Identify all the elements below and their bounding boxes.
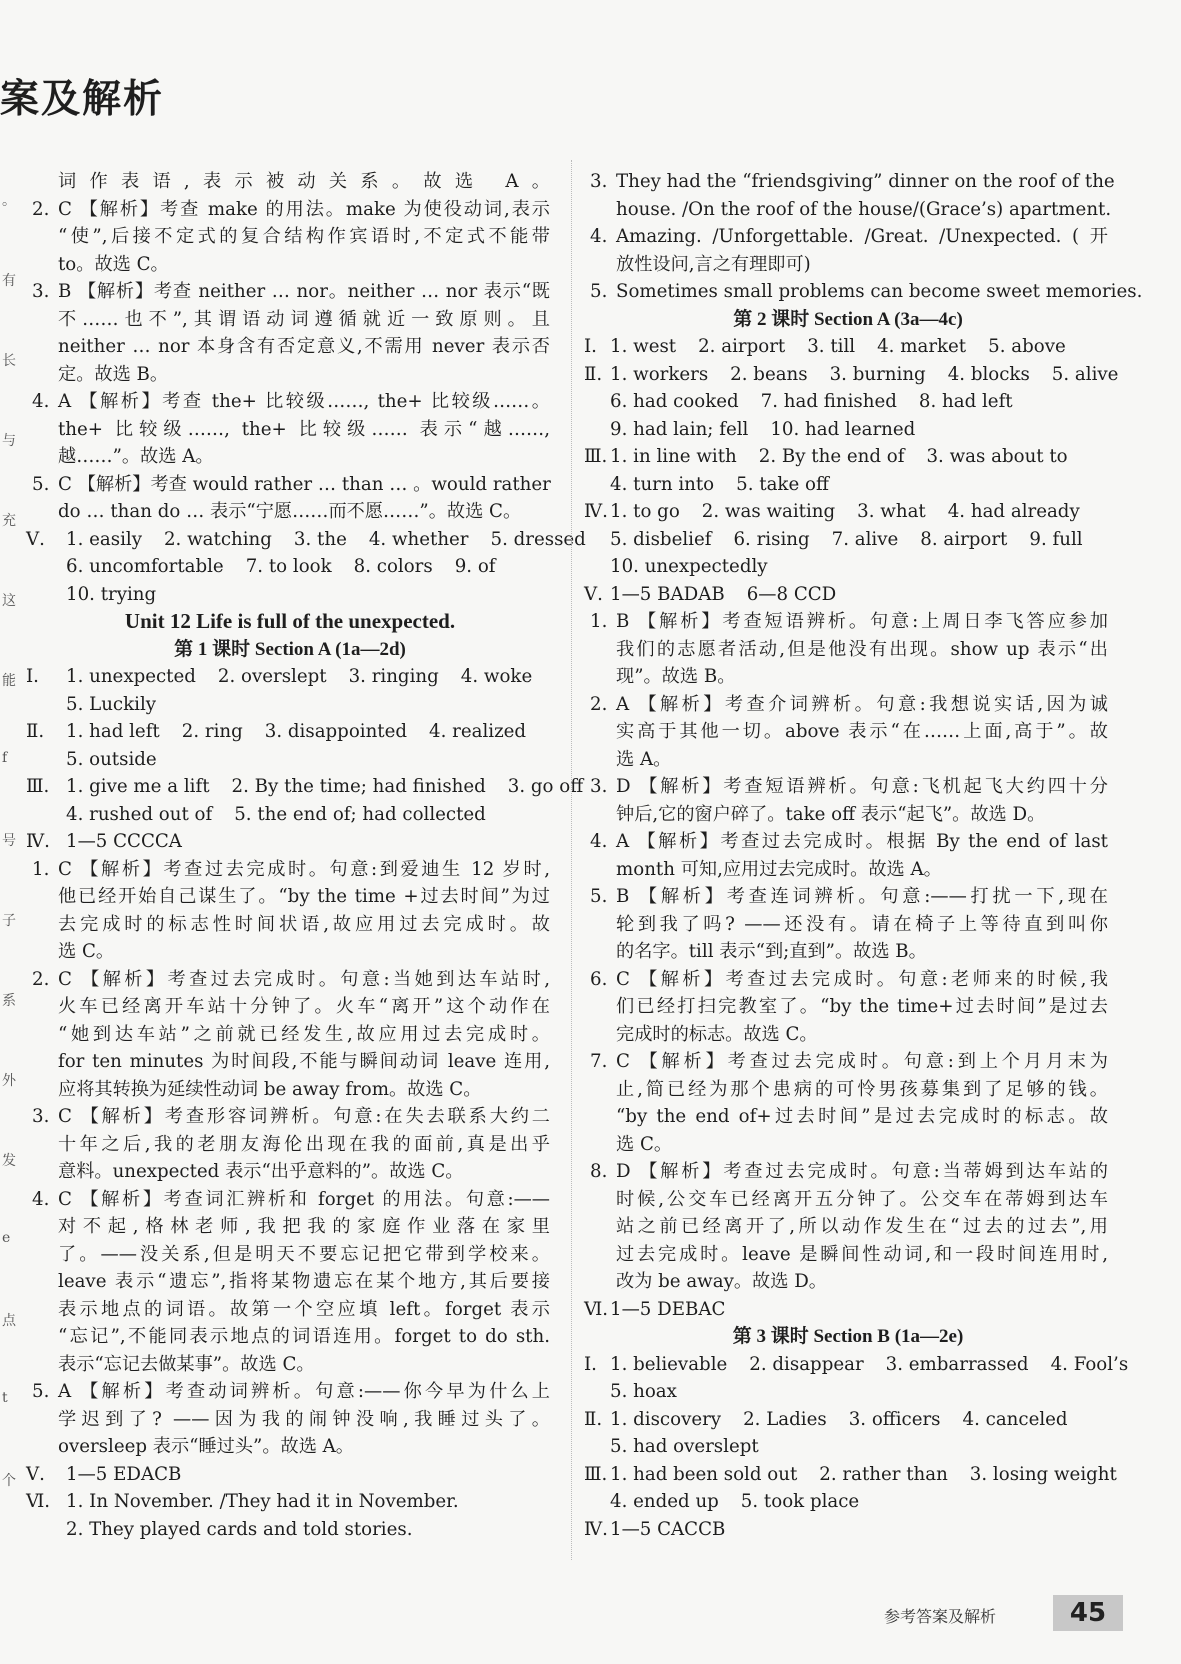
answer-entry: 4. whether bbox=[368, 528, 469, 550]
answer-list bbox=[610, 1378, 1108, 1406]
exercise-row bbox=[584, 443, 1108, 471]
margin-fragment: 系 bbox=[2, 993, 16, 1009]
answer-continuation: 词作表语,表示被动关系。故选 A。 bbox=[58, 171, 550, 192]
answer-entry: 3. was about to bbox=[926, 446, 1068, 467]
section-heading: 第 2 课时 Section A (3a—4c) bbox=[733, 308, 963, 330]
answer-entry: 3. what bbox=[857, 501, 926, 522]
item-number: 3. bbox=[590, 171, 608, 192]
answer-entry: 1. believable bbox=[610, 1353, 728, 1375]
answer-continuation: 站之前已经离开了,所以动作发生在“过去的过去”,用 bbox=[616, 1216, 1108, 1237]
answer-continuation: 现”。故选 B。 bbox=[616, 666, 736, 687]
answer-continuation: 意料。unexpected 表示“出乎意料的”。故选 C。 bbox=[58, 1161, 464, 1182]
answer-item bbox=[588, 691, 1108, 719]
item-number: 5. bbox=[32, 473, 50, 495]
item-text: C 【解析】考查 make 的用法。make 为使役动词,表示 bbox=[58, 198, 550, 220]
answer-entry: 10. unexpectedly bbox=[610, 556, 768, 577]
exercise-roman-numeral: Ⅰ. bbox=[584, 336, 597, 357]
exercise-subrow bbox=[588, 1378, 1108, 1406]
answer-entry: 3. officers bbox=[848, 1408, 941, 1430]
unit-heading: Unit 12 Life is full of the unexpected. bbox=[124, 609, 456, 633]
item-number: 4. bbox=[32, 1188, 50, 1210]
answer-item bbox=[588, 883, 1108, 911]
exercise-roman-numeral: Ⅱ. bbox=[584, 363, 603, 385]
item-number: 3. bbox=[32, 1106, 50, 1127]
answer-list bbox=[610, 526, 1108, 554]
answer-continuation: 选 C。 bbox=[58, 941, 115, 962]
answer-entry: 6. had cooked bbox=[610, 391, 739, 412]
answer-entry: 6. rising bbox=[733, 528, 810, 550]
answer-continuation: 越……”。故选 A。 bbox=[58, 446, 214, 467]
item-text: B 【解析】考查短语辨析。句意:上周日李飞答应参加 bbox=[616, 611, 1108, 632]
item-number: 6. bbox=[590, 968, 608, 990]
answer-entry: 2. overslept bbox=[217, 666, 327, 687]
answer-item bbox=[588, 828, 1108, 856]
item-text: C 【解析】考查过去完成时。句意:到爱迪生 12 岁时, bbox=[58, 858, 550, 880]
answer-entry: 3. the bbox=[293, 528, 347, 550]
left-column bbox=[26, 168, 586, 1543]
answer-continuation: 定。故选 B。 bbox=[58, 363, 169, 385]
item-number: 3. bbox=[590, 776, 608, 797]
margin-fragment: 。 bbox=[2, 193, 16, 209]
answer-list bbox=[610, 581, 1108, 609]
answer-continuation: 学迟到了? ——因为我的闹钟没响,我睡过头了。 bbox=[58, 1408, 550, 1430]
exercise-roman-numeral: Ⅳ. bbox=[584, 501, 608, 522]
item-text: Amazing. /Unforgettable. /Great. /Unexpected. ( 开 bbox=[616, 226, 1108, 247]
answer-entry: 3. losing weight bbox=[969, 1463, 1117, 1485]
answer-item bbox=[30, 1186, 550, 1214]
section-heading: 第 1 课时 Section A (1a—2d) bbox=[174, 638, 406, 660]
answer-item bbox=[30, 471, 550, 499]
item-text: C 【解析】考查过去完成时。句意:老师来的时候,我 bbox=[616, 968, 1108, 990]
answer-list bbox=[66, 691, 550, 719]
answer-continuation: 火车已经离开车站十分钟了。火车“离开”这个动作在 bbox=[58, 996, 550, 1017]
answer-entry: 5. dressed bbox=[490, 528, 586, 550]
page-header-title: 案及解析 bbox=[0, 77, 165, 122]
item-number: 1. bbox=[32, 858, 50, 880]
answer-entry: 5. above bbox=[988, 336, 1066, 357]
left-margin-fragments bbox=[0, 160, 16, 1560]
item-number: 8. bbox=[590, 1161, 608, 1182]
answer-continuation: 应将其转换为延续性动词 be away from。故选 C。 bbox=[58, 1078, 482, 1100]
exercise-subrow bbox=[30, 691, 550, 719]
answer-item bbox=[30, 966, 550, 994]
answer-entry: 1. had left bbox=[66, 721, 160, 742]
exercise-roman-numeral: Ⅰ. bbox=[26, 666, 39, 687]
exercise-subrow bbox=[588, 1433, 1108, 1461]
answer-continuation: 不……也不”,其谓语动词遵循就近一致原则。且 bbox=[58, 308, 550, 330]
answer-entry: 7. alive bbox=[831, 528, 899, 550]
item-number: 4. bbox=[32, 391, 50, 412]
answer-entry: 3. go off bbox=[507, 776, 584, 797]
answer-list bbox=[610, 1488, 1108, 1516]
answer-continuation: 时候,公交车已经离开五分钟了。公交车在蒂姆到达车 bbox=[616, 1188, 1108, 1210]
right-column bbox=[584, 168, 1143, 1543]
answer-item bbox=[30, 388, 550, 416]
answer-item bbox=[588, 1048, 1108, 1076]
answer-entry: 1. In November. /They had it in November. bbox=[66, 1491, 459, 1512]
answer-entry: 1—5 EDACB bbox=[66, 1463, 182, 1485]
answer-continuation: 我们的志愿者活动,但是他没有出现。show up 表示“出 bbox=[616, 638, 1108, 660]
answer-continuation: “忘记”,不能同表示地点的词语连用。forget to do sth. bbox=[58, 1326, 550, 1347]
answer-entry: 2. disappear bbox=[749, 1353, 864, 1375]
answer-entry: 2. rather than bbox=[819, 1463, 948, 1485]
answer-entry: 5. Luckily bbox=[66, 693, 157, 715]
answer-entry: 4. market bbox=[877, 336, 967, 357]
item-text: B 【解析】考查 neither … nor。neither … nor 表示“既 bbox=[58, 281, 550, 302]
exercise-subrow bbox=[588, 388, 1108, 416]
answer-item bbox=[588, 773, 1108, 801]
answer-list bbox=[610, 1516, 1108, 1544]
answer-entry: 8. had left bbox=[918, 391, 1013, 412]
answer-list bbox=[66, 526, 586, 554]
exercise-roman-numeral: Ⅲ. bbox=[584, 446, 608, 467]
answer-list bbox=[610, 471, 1108, 499]
answer-entry: 1. west bbox=[610, 336, 677, 357]
margin-fragment: 有 bbox=[2, 273, 16, 289]
answer-entry: 1. give me a lift bbox=[66, 776, 210, 797]
exercise-row bbox=[584, 581, 1108, 609]
exercise-subrow bbox=[588, 553, 1108, 581]
margin-fragment: t bbox=[2, 1390, 8, 1406]
answer-continuation: 们已经打扫完教室了。“by the time+过去时间”是过去 bbox=[616, 996, 1108, 1017]
item-text: A 【解析】考查动词辨析。句意:——你今早为什么上 bbox=[58, 1381, 550, 1402]
answer-entry: 1. easily bbox=[66, 528, 142, 550]
answer-continuation: to。故选 C。 bbox=[58, 253, 169, 275]
answer-entry: 2. Ladies bbox=[743, 1408, 827, 1430]
answer-list bbox=[610, 553, 1108, 581]
answer-item bbox=[30, 196, 550, 224]
answer-entry: 4. had already bbox=[947, 501, 1080, 522]
answer-item bbox=[588, 168, 1115, 196]
answer-entry: 2. was waiting bbox=[701, 501, 836, 522]
answer-entry: 2. beans bbox=[730, 363, 808, 385]
footer-label: 参考答案及解析 bbox=[884, 1607, 997, 1626]
answer-list bbox=[610, 333, 1108, 361]
answer-list bbox=[610, 1461, 1117, 1489]
answer-entry: 4. realized bbox=[429, 721, 527, 742]
answer-item bbox=[588, 1158, 1108, 1186]
exercise-roman-numeral: Ⅴ. bbox=[584, 583, 603, 605]
margin-fragment: 长 bbox=[2, 353, 16, 369]
exercise-subrow bbox=[588, 526, 1108, 554]
exercise-row bbox=[584, 1516, 1108, 1544]
exercise-subrow bbox=[30, 746, 550, 774]
exercise-roman-numeral: Ⅵ. bbox=[584, 1298, 609, 1320]
answer-item bbox=[30, 856, 550, 884]
answer-entry: 7. to look bbox=[245, 556, 332, 577]
exercise-subrow bbox=[588, 471, 1108, 499]
exercise-row bbox=[584, 498, 1108, 526]
exercise-roman-numeral: Ⅱ. bbox=[26, 721, 45, 742]
answer-entry: 1. had been sold out bbox=[610, 1463, 798, 1485]
margin-fragment: 外 bbox=[2, 1073, 16, 1089]
answer-entry: 1—5 BADAB bbox=[610, 583, 725, 605]
exercise-roman-numeral: Ⅳ. bbox=[26, 831, 50, 852]
answer-entry: 4. rushed out of bbox=[66, 803, 213, 825]
margin-fragment: e bbox=[2, 1230, 11, 1246]
item-text: They had the “friendsgiving” dinner on the roof of the bbox=[616, 171, 1115, 192]
exercise-row bbox=[26, 828, 550, 856]
exercise-row bbox=[584, 1406, 1108, 1434]
answer-continuation: 十年之后,我的老朋友海伦出现在我的面前,真是出乎 bbox=[58, 1133, 550, 1155]
answer-continuation: neither … nor 本身含有否定意义,不需用 never 表示否 bbox=[58, 336, 550, 357]
answer-continuation: for ten minutes 为时间段,不能与瞬间动词 leave 连用, bbox=[58, 1051, 550, 1072]
item-number: 5. bbox=[32, 1381, 50, 1402]
answer-entry: 9. had lain; fell bbox=[610, 418, 749, 440]
answer-entry: 1. in line with bbox=[610, 446, 737, 467]
exercise-row bbox=[584, 361, 1119, 389]
answer-entry: 4. woke bbox=[460, 666, 533, 687]
answer-entry: 4. blocks bbox=[947, 363, 1030, 385]
answer-list bbox=[610, 498, 1108, 526]
answer-entry: 8. airport bbox=[920, 528, 1008, 550]
answer-continuation: the+ 比较级……, the+ 比较级…… 表示“越……, bbox=[58, 418, 550, 440]
exercise-subrow bbox=[30, 1516, 550, 1544]
exercise-subrow bbox=[30, 553, 550, 581]
answer-item bbox=[588, 223, 1108, 251]
exercise-roman-numeral: Ⅴ. bbox=[26, 1463, 45, 1485]
answer-list bbox=[610, 1433, 1108, 1461]
answer-entry: 2. By the end of bbox=[758, 446, 905, 467]
answer-continuation: 放性设问,言之有理即可) bbox=[616, 253, 811, 275]
answer-entry: 5. disbelief bbox=[610, 528, 712, 550]
answer-list bbox=[610, 388, 1108, 416]
answer-continuation: leave 表示“遗忘”,指将某物遗忘在某个地方,其后要接 bbox=[58, 1271, 550, 1292]
exercise-row bbox=[26, 1461, 550, 1489]
exercise-row bbox=[584, 333, 1108, 361]
answer-entry: 1. to go bbox=[610, 501, 680, 522]
answer-entry: 5. hoax bbox=[610, 1381, 677, 1402]
answer-entry: 1—5 CCCCA bbox=[66, 831, 182, 852]
answer-list bbox=[66, 663, 550, 691]
exercise-roman-numeral: Ⅱ. bbox=[584, 1408, 603, 1430]
answer-item bbox=[588, 608, 1108, 636]
exercise-row bbox=[26, 1488, 550, 1516]
answer-list bbox=[610, 1351, 1129, 1379]
answer-continuation: “使”,后接不定式的复合结构作宾语时,不定式不能带 bbox=[58, 226, 550, 247]
answer-continuation: do … than do … 表示“宁愿……而不愿……”。故选 C。 bbox=[58, 501, 522, 522]
item-number: 2. bbox=[32, 198, 50, 220]
answer-list bbox=[66, 553, 550, 581]
item-text: C 【解析】考查过去完成时。句意:到上个月月末为 bbox=[616, 1051, 1108, 1072]
answer-entry: 7. had finished bbox=[760, 391, 897, 412]
exercise-row bbox=[584, 1296, 1108, 1324]
answer-continuation: 他已经开始自己谋生了。“by the time +过去时间”为过 bbox=[58, 886, 550, 907]
item-text: B 【解析】考查连词辨析。句意:——打扰一下,现在 bbox=[616, 886, 1108, 907]
item-number: 7. bbox=[590, 1051, 608, 1072]
answer-entry: 2. watching bbox=[163, 528, 272, 550]
answer-item bbox=[588, 966, 1108, 994]
answer-entry: 2. By the time; had finished bbox=[231, 776, 486, 797]
answer-entry: 1. unexpected bbox=[66, 666, 196, 687]
answer-entry: 5. took place bbox=[740, 1491, 860, 1512]
exercise-roman-numeral: Ⅴ. bbox=[26, 528, 45, 550]
item-number: 5. bbox=[590, 886, 608, 907]
exercise-row bbox=[26, 663, 550, 691]
answer-entry: 9. full bbox=[1029, 528, 1083, 550]
item-number: 4. bbox=[590, 831, 608, 852]
page-number: 45 bbox=[1053, 1595, 1123, 1631]
item-number: 1. bbox=[590, 611, 608, 632]
column-divider bbox=[571, 160, 572, 1560]
item-text: C 【解析】考查 would rather … than … 。would rather bbox=[58, 473, 551, 495]
answer-continuation: 改为 be away。故选 D。 bbox=[616, 1271, 827, 1292]
answer-list bbox=[66, 828, 550, 856]
answer-list bbox=[66, 718, 550, 746]
margin-fragment: 发 bbox=[2, 1153, 16, 1169]
answer-continuation: 表示“忘记去做某事”。故选 C。 bbox=[58, 1353, 315, 1375]
answer-entry: 4. Fool’s bbox=[1050, 1353, 1129, 1375]
answer-entry: 1—5 CACCB bbox=[610, 1518, 726, 1540]
answer-entry: 1. discovery bbox=[610, 1408, 722, 1430]
item-text: A 【解析】考查过去完成时。根据 By the end of last bbox=[616, 831, 1108, 852]
item-text: D 【解析】考查短语辨析。句意:飞机起飞大约四十分 bbox=[616, 776, 1108, 797]
item-number: 4. bbox=[590, 226, 608, 247]
answer-entry: 4. ended up bbox=[610, 1491, 719, 1512]
answer-list bbox=[66, 1488, 550, 1516]
answer-entry: 3. till bbox=[807, 336, 856, 357]
answer-continuation: oversleep 表示“睡过头”。故选 A。 bbox=[58, 1436, 354, 1457]
answer-entry: 2. ring bbox=[181, 721, 243, 742]
answer-entry: 2. airport bbox=[698, 336, 786, 357]
answer-list bbox=[66, 1461, 550, 1489]
exercise-roman-numeral: Ⅲ. bbox=[26, 776, 50, 797]
margin-fragment: 与 bbox=[2, 433, 16, 449]
answer-entry: 5. alive bbox=[1051, 363, 1119, 385]
answer-continuation: 轮到我了吗? ——还没有。请在椅子上等待直到叫你 bbox=[616, 913, 1108, 935]
answer-entry: 4. turn into bbox=[610, 473, 715, 495]
exercise-row bbox=[584, 1461, 1117, 1489]
answer-entry: 6—8 CCD bbox=[746, 583, 837, 605]
item-text: C 【解析】考查词汇辨析和 forget 的用法。句意:—— bbox=[58, 1188, 550, 1210]
answer-list bbox=[66, 746, 550, 774]
answer-item bbox=[30, 278, 550, 306]
exercise-roman-numeral: Ⅵ. bbox=[26, 1491, 51, 1512]
answer-continuation: 实高于其他一切。above 表示“在……上面,高于”。故 bbox=[616, 721, 1108, 742]
answer-entry: 9. of bbox=[454, 556, 496, 577]
answer-list bbox=[610, 361, 1119, 389]
answer-entry: 4. canceled bbox=[962, 1408, 1068, 1430]
exercise-roman-numeral: Ⅲ. bbox=[584, 1463, 608, 1485]
answer-entry: 6. uncomfortable bbox=[66, 556, 224, 577]
answer-entry: 5. outside bbox=[66, 748, 157, 770]
answer-list bbox=[66, 801, 550, 829]
answer-item bbox=[30, 1378, 550, 1406]
exercise-row bbox=[26, 718, 550, 746]
item-text: C 【解析】考查过去完成时。句意:当她到达车站时, bbox=[58, 968, 550, 990]
item-number: 2. bbox=[32, 968, 50, 990]
answer-continuation: 对不起,格林老师,我把我的家庭作业落在家里 bbox=[58, 1216, 550, 1237]
margin-fragment: 能 bbox=[2, 673, 16, 689]
answer-entry: 5. had overslept bbox=[610, 1436, 759, 1457]
margin-fragment: 个 bbox=[2, 1473, 16, 1489]
margin-fragment: 这 bbox=[2, 593, 16, 609]
item-number: 2. bbox=[590, 693, 608, 715]
item-text: D 【解析】考查过去完成时。句意:当蒂姆到达车站的 bbox=[616, 1161, 1108, 1182]
section-heading: 第 3 课时 Section B (1a—2e) bbox=[732, 1326, 964, 1347]
margin-fragment: f bbox=[2, 750, 8, 766]
answer-continuation: 钟后,它的窗户碎了。take off 表示“起飞”。故选 D。 bbox=[616, 803, 1046, 825]
answer-list bbox=[610, 1406, 1108, 1434]
answer-continuation: 了。——没关系,但是明天不要忘记把它带到学校来。 bbox=[58, 1243, 550, 1265]
answer-entry: 5. the end of; had collected bbox=[234, 803, 486, 825]
answer-continuation: house. /On the roof of the house/(Grace’s) apartment. bbox=[616, 198, 1112, 220]
answer-entry: 3. burning bbox=[829, 363, 926, 385]
exercise-row bbox=[26, 773, 584, 801]
answer-list bbox=[610, 416, 1108, 444]
margin-fragment: 子 bbox=[2, 913, 16, 929]
answer-continuation: 的名字。till 表示“到;直到”。故选 B。 bbox=[616, 941, 927, 962]
answer-list bbox=[66, 773, 584, 801]
answer-continuation: month 可知,应用过去完成时。故选 A。 bbox=[616, 858, 942, 880]
item-text: A 【解析】考查介词辨析。句意:我想说实话,因为诚 bbox=[616, 693, 1108, 715]
answer-continuation: 表示地点的词语。故第一个空应填 left。forget 表示 bbox=[58, 1298, 550, 1320]
item-number: 3. bbox=[32, 281, 50, 302]
answer-item bbox=[588, 278, 1143, 306]
exercise-subrow bbox=[588, 416, 1108, 444]
answer-continuation: “by the end of+过去时间”是过去完成时的标志。故 bbox=[616, 1106, 1108, 1127]
answer-list bbox=[610, 1296, 1108, 1324]
answer-entry: 3. embarrassed bbox=[885, 1353, 1029, 1375]
answer-list bbox=[610, 443, 1108, 471]
answer-list bbox=[66, 581, 550, 609]
answer-continuation: “她到达车站”之前就已经发生,故应用过去完成时。 bbox=[58, 1023, 550, 1045]
answer-continuation: 选 A。 bbox=[616, 748, 672, 770]
answer-entry: 3. ringing bbox=[348, 666, 439, 687]
exercise-roman-numeral: Ⅳ. bbox=[584, 1518, 608, 1540]
answer-continuation: 选 C。 bbox=[616, 1133, 673, 1155]
margin-fragment: 号 bbox=[2, 833, 16, 849]
item-text: Sometimes small problems can become sweet memories. bbox=[616, 281, 1143, 302]
margin-fragment: 充 bbox=[2, 513, 16, 529]
answer-entry: 10. had learned bbox=[770, 418, 916, 440]
answer-entry: 5. take off bbox=[736, 473, 829, 495]
item-number: 5. bbox=[590, 281, 608, 302]
answer-entry: 2. They played cards and told stories. bbox=[66, 1518, 413, 1540]
exercise-roman-numeral: Ⅰ. bbox=[584, 1353, 597, 1375]
answer-entry: 1—5 DEBAC bbox=[610, 1298, 726, 1320]
answer-continuation: 过去完成时。leave 是瞬间性动词,和一段时间连用时, bbox=[616, 1243, 1108, 1265]
item-text: C 【解析】考查形容词辨析。句意:在失去联系大约二 bbox=[58, 1106, 550, 1127]
answer-continuation: 止,简已经为那个患病的可怜男孩募集到了足够的钱。 bbox=[616, 1078, 1108, 1100]
answer-entry: 1. workers bbox=[610, 363, 709, 385]
answer-continuation: 完成时的标志。故选 C。 bbox=[616, 1023, 818, 1045]
margin-fragment: 点 bbox=[2, 1313, 16, 1329]
answer-list bbox=[66, 1516, 550, 1544]
exercise-subrow bbox=[30, 581, 550, 609]
exercise-row bbox=[584, 1351, 1129, 1379]
answer-entry: 8. colors bbox=[353, 556, 433, 577]
answer-entry: 3. disappointed bbox=[264, 721, 408, 742]
answer-entry: 10. trying bbox=[66, 583, 157, 605]
exercise-subrow bbox=[588, 1488, 1108, 1516]
item-text: A 【解析】考查 the+ 比较级……, the+ 比较级……。 bbox=[58, 391, 550, 412]
exercise-subrow bbox=[30, 801, 550, 829]
answer-item bbox=[30, 1103, 550, 1131]
answer-continuation: 去完成时的标志性时间状语,故应用过去完成时。故 bbox=[58, 913, 550, 935]
exercise-row bbox=[26, 526, 586, 554]
